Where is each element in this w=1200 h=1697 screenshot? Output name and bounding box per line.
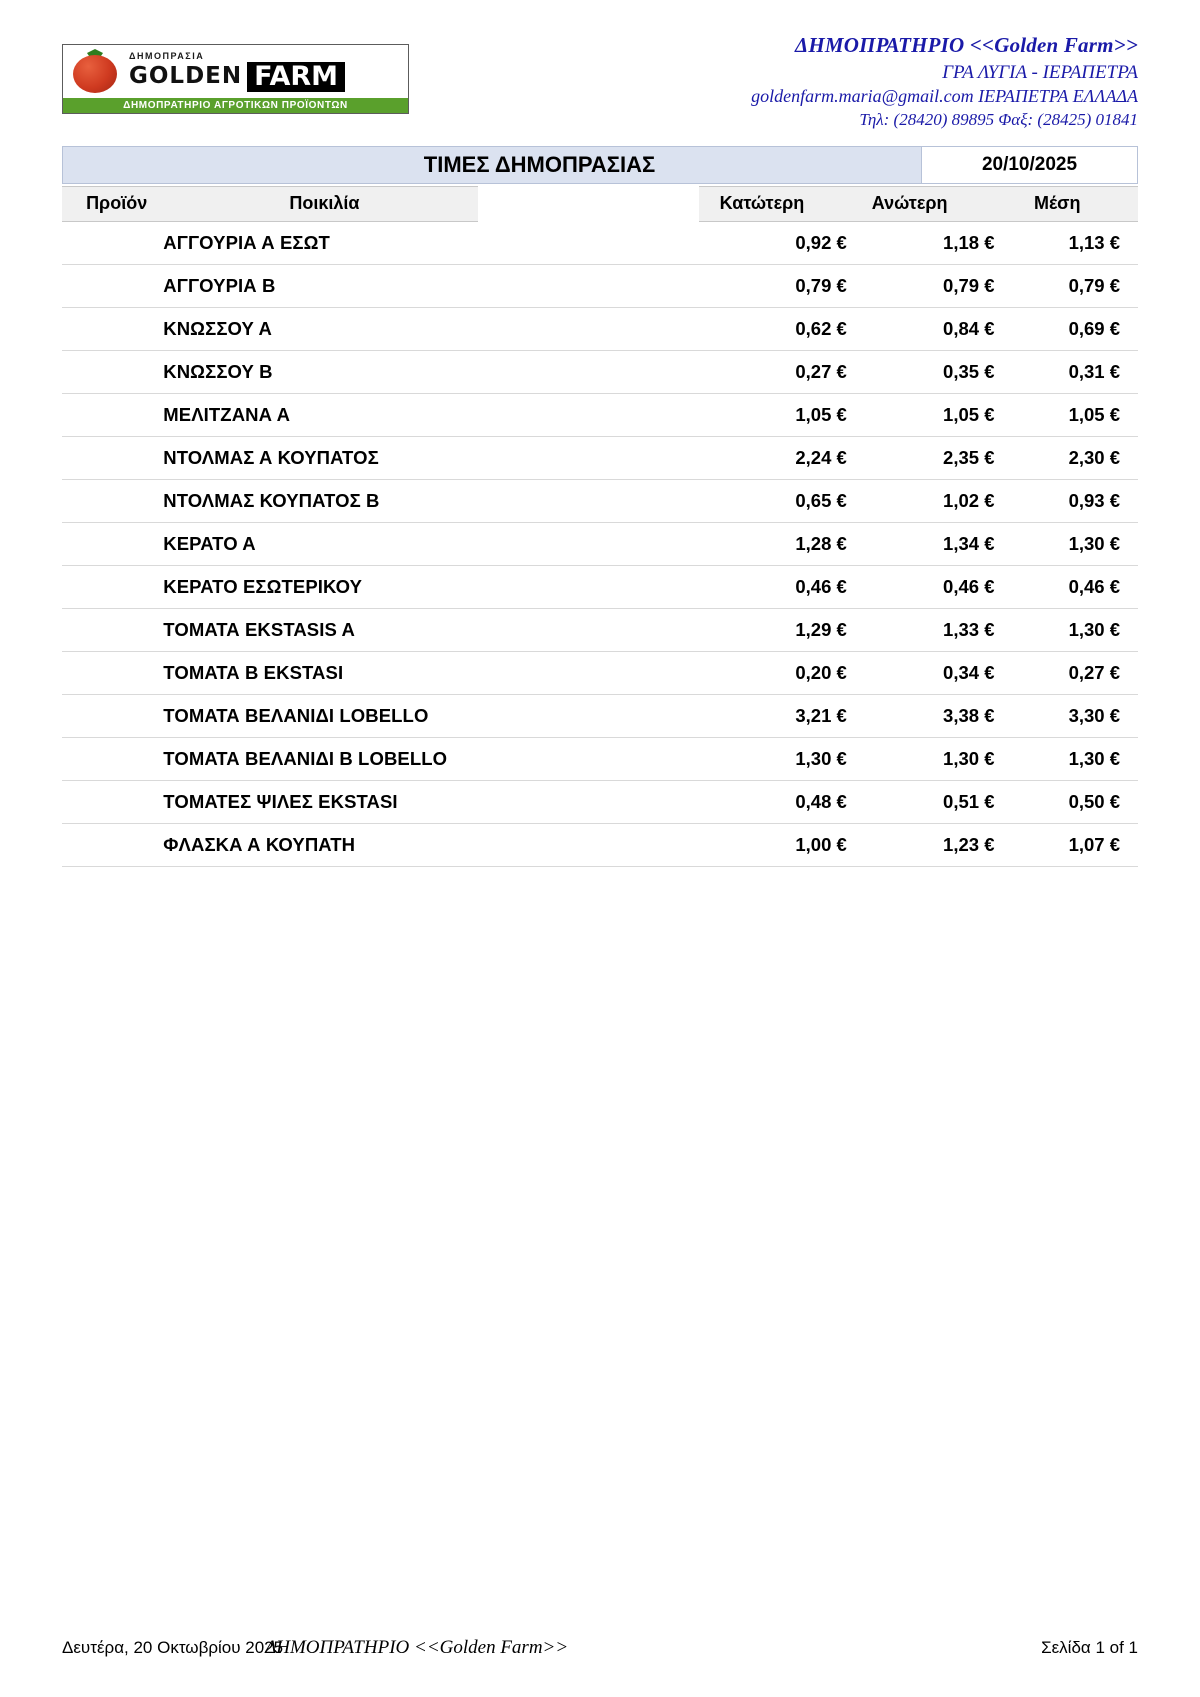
table-row (62, 781, 1138, 824)
cell-low-price: 1,28 € (699, 523, 847, 566)
prices-table-body (62, 222, 1138, 867)
cell-low-price: 1,29 € (699, 609, 847, 652)
cell-variety: ΤΟΜΑΤΑ Β EKSTASI (163, 652, 477, 695)
cell-high-price: 0,51 € (847, 781, 995, 824)
footer-page-number: Σελίδα 1 of 1 (1041, 1638, 1138, 1657)
table-row (62, 824, 1138, 867)
report-title-bar (62, 146, 1138, 184)
cell-blank (478, 781, 700, 824)
cell-variety: ΤΟΜΑΤΑ EKSTASIS A (163, 609, 477, 652)
table-row (62, 695, 1138, 738)
cell-high-price: 0,35 € (847, 351, 995, 394)
cell-low-price: 1,00 € (699, 824, 847, 867)
cell-avg-price: 1,05 € (994, 394, 1138, 437)
table-row (62, 652, 1138, 695)
cell-product (62, 738, 163, 781)
cell-blank (478, 609, 700, 652)
cell-product (62, 652, 163, 695)
company-phone: Τηλ: (28420) 89895 Φαξ: (28425) 01841 (859, 109, 1138, 129)
column-header-variety: Ποικιλία (163, 187, 477, 222)
cell-product (62, 695, 163, 738)
table-row (62, 308, 1138, 351)
report-title: ΤΙΜΕΣ ΔΗΜΟΠΡΑΣΙΑΣ (158, 146, 921, 184)
cell-product (62, 480, 163, 523)
cell-avg-price: 1,07 € (994, 824, 1138, 867)
cell-variety: ΚΝΩΣΣΟΥ Β (163, 351, 477, 394)
cell-high-price: 3,38 € (847, 695, 995, 738)
cell-high-price: 1,18 € (847, 222, 995, 265)
cell-product (62, 566, 163, 609)
cell-avg-price: 0,31 € (994, 351, 1138, 394)
cell-low-price: 0,62 € (699, 308, 847, 351)
cell-avg-price: 0,93 € (994, 480, 1138, 523)
cell-avg-price: 1,30 € (994, 609, 1138, 652)
cell-high-price: 2,35 € (847, 437, 995, 480)
cell-variety: ΑΓΓΟΥΡΙΑ Β (163, 265, 477, 308)
cell-avg-price: 3,30 € (994, 695, 1138, 738)
column-header-product: Προϊόν (62, 187, 163, 222)
cell-blank (478, 480, 700, 523)
table-row (62, 222, 1138, 265)
logo-wordmark (127, 51, 408, 92)
cell-high-price: 0,79 € (847, 265, 995, 308)
cell-product (62, 824, 163, 867)
cell-product (62, 351, 163, 394)
column-header-blank (478, 187, 700, 222)
cell-product (62, 222, 163, 265)
cell-avg-price: 0,79 € (994, 265, 1138, 308)
cell-product (62, 308, 163, 351)
table-row (62, 480, 1138, 523)
cell-variety: ΚΕΡΑΤΟ ΕΣΩΤΕΡΙΚΟΥ (163, 566, 477, 609)
logo-top-text: ΔΗΜΟΠΡΑΣΙΑ (129, 50, 205, 61)
document-footer (62, 1637, 1138, 1659)
cell-blank (478, 652, 700, 695)
table-header-row (62, 187, 1138, 222)
cell-low-price: 0,46 € (699, 566, 847, 609)
cell-blank (478, 695, 700, 738)
footer-date: Δευτέρα, 20 Οκτωβρίου 2025 (62, 1638, 284, 1657)
cell-blank (478, 265, 700, 308)
report-date: 20/10/2025 (921, 146, 1138, 184)
logo-brand (129, 62, 408, 92)
prices-table (62, 186, 1138, 867)
cell-high-price: 0,46 € (847, 566, 995, 609)
cell-variety: ΦΛΑΣΚΑ Α ΚΟΥΠΑΤΗ (163, 824, 477, 867)
cell-product (62, 781, 163, 824)
cell-product (62, 265, 163, 308)
cell-low-price: 3,21 € (699, 695, 847, 738)
cell-high-price: 1,30 € (847, 738, 995, 781)
company-contact-block (751, 28, 1138, 131)
cell-low-price: 0,79 € (699, 265, 847, 308)
tomato-icon (67, 47, 127, 95)
cell-avg-price: 1,30 € (994, 738, 1138, 781)
logo-bottom-text: ΔΗΜΟΠΡΑΤΗΡΙΟ ΑΓΡΟΤΙΚΩΝ ΠΡΟΪΟΝΤΩΝ (63, 98, 408, 113)
cell-variety: ΤΟΜΑΤΑ ΒΕΛΑΝΙΔΙ Β LOBELLO (163, 738, 477, 781)
cell-blank (478, 394, 700, 437)
cell-low-price: 1,05 € (699, 394, 847, 437)
cell-blank (478, 308, 700, 351)
cell-low-price: 0,65 € (699, 480, 847, 523)
cell-product (62, 523, 163, 566)
cell-blank (478, 523, 700, 566)
cell-blank (478, 566, 700, 609)
logo-main-row (63, 45, 408, 97)
cell-blank (478, 222, 700, 265)
footer-company: ΔΗΜΟΠΡΑΤΗΡΙΟ <<Golden Farm>> (265, 1637, 569, 1658)
table-row (62, 437, 1138, 480)
cell-high-price: 1,33 € (847, 609, 995, 652)
cell-variety: ΜΕΛΙΤΖΑΝΑ Α (163, 394, 477, 437)
table-row (62, 394, 1138, 437)
table-row (62, 609, 1138, 652)
cell-avg-price: 0,27 € (994, 652, 1138, 695)
cell-variety: ΤΟΜΑΤΕΣ ΨΙΛΕΣ EKSTASI (163, 781, 477, 824)
cell-high-price: 1,23 € (847, 824, 995, 867)
column-header-high: Ανώτερη (847, 187, 995, 222)
cell-product (62, 609, 163, 652)
cell-blank (478, 738, 700, 781)
cell-high-price: 1,05 € (847, 394, 995, 437)
table-row (62, 265, 1138, 308)
cell-avg-price: 0,46 € (994, 566, 1138, 609)
cell-low-price: 0,27 € (699, 351, 847, 394)
company-logo (62, 44, 409, 114)
cell-high-price: 1,02 € (847, 480, 995, 523)
company-email: goldenfarm.maria@gmail.com ΙΕΡΑΠΕΤΡΑ ΕΛΛΑΔΑ (751, 85, 1138, 106)
cell-high-price: 1,34 € (847, 523, 995, 566)
cell-avg-price: 0,69 € (994, 308, 1138, 351)
cell-high-price: 0,34 € (847, 652, 995, 695)
cell-avg-price: 1,30 € (994, 523, 1138, 566)
cell-low-price: 2,24 € (699, 437, 847, 480)
cell-low-price: 0,20 € (699, 652, 847, 695)
logo-brand-second: FARM (247, 62, 345, 92)
logo-brand-first: GOLDEN (129, 63, 243, 89)
cell-blank (478, 351, 700, 394)
title-bar-spacer (62, 146, 158, 184)
cell-variety: ΝΤΟΛΜΑΣ Α ΚΟΥΠΑΤΟΣ (163, 437, 477, 480)
table-row (62, 738, 1138, 781)
cell-variety: ΤΟΜΑΤΑ ΒΕΛΑΝΙΔΙ LOBELLO (163, 695, 477, 738)
cell-variety: ΝΤΟΛΜΑΣ ΚΟΥΠΑΤΟΣ Β (163, 480, 477, 523)
cell-variety: ΚΝΩΣΣΟΥ Α (163, 308, 477, 351)
company-address: ΓΡΑ ΛΥΓΙΑ - ΙΕΡΑΠΕΤΡΑ (942, 61, 1138, 83)
table-row (62, 523, 1138, 566)
cell-product (62, 394, 163, 437)
cell-variety: ΑΓΓΟΥΡΙΑ Α ΕΣΩΤ (163, 222, 477, 265)
table-row (62, 351, 1138, 394)
column-header-low: Κατώτερη (699, 187, 847, 222)
document-header (62, 28, 1138, 140)
cell-avg-price: 1,13 € (994, 222, 1138, 265)
cell-low-price: 0,92 € (699, 222, 847, 265)
cell-low-price: 0,48 € (699, 781, 847, 824)
cell-product (62, 437, 163, 480)
cell-blank (478, 824, 700, 867)
cell-low-price: 1,30 € (699, 738, 847, 781)
cell-blank (478, 437, 700, 480)
column-header-avg: Μέση (994, 187, 1138, 222)
cell-avg-price: 2,30 € (994, 437, 1138, 480)
company-name: ΔΗΜΟΠΡΑΤΗΡΙΟ <<Golden Farm>> (794, 33, 1138, 57)
cell-variety: ΚΕΡΑΤΟ Α (163, 523, 477, 566)
table-row (62, 566, 1138, 609)
cell-avg-price: 0,50 € (994, 781, 1138, 824)
cell-high-price: 0,84 € (847, 308, 995, 351)
prices-table-head (62, 187, 1138, 222)
